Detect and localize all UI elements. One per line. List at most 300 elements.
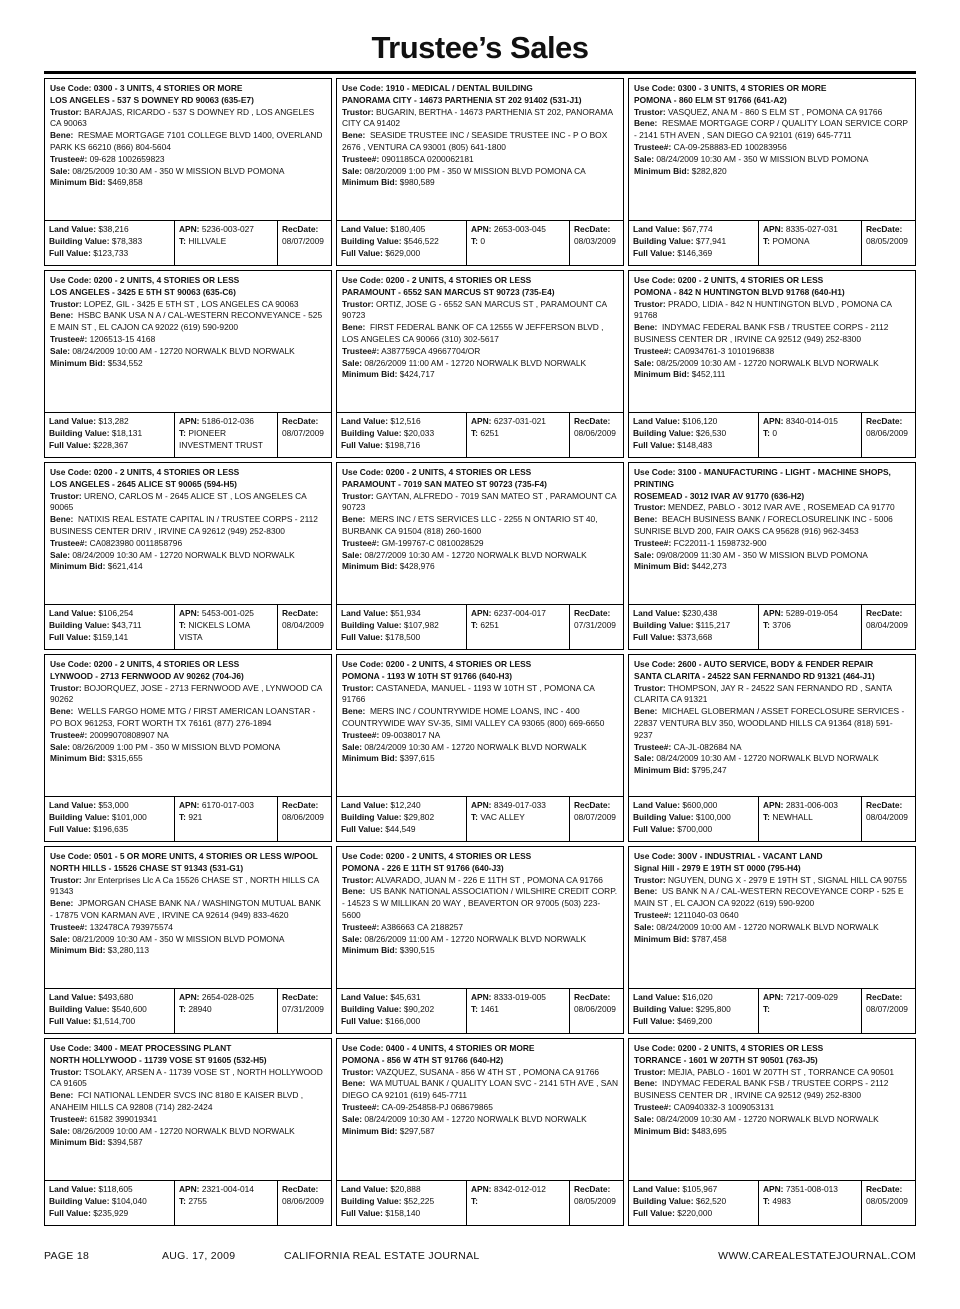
trustor-label: Trustor: bbox=[50, 106, 82, 117]
land-value-line bbox=[633, 608, 754, 620]
sale-value: 08/24/2009 10:30 AM - 12720 NORWALK BLVD NORWALK bbox=[72, 549, 295, 560]
bene-line bbox=[342, 886, 618, 921]
sale-value: 08/26/2009 10:00 AM - 12720 NORWALK BLVD NORWALK bbox=[72, 1125, 295, 1136]
apn-cell bbox=[175, 221, 278, 265]
land-value-line bbox=[341, 416, 462, 428]
land-value: $53,000 bbox=[98, 800, 129, 810]
min-bid-label: Minimum Bid: bbox=[342, 177, 398, 188]
sale-line bbox=[634, 550, 910, 562]
trustee-line bbox=[342, 154, 618, 166]
bene-label: Bene: bbox=[634, 118, 658, 129]
min-bid-label: Minimum Bid: bbox=[342, 1125, 398, 1136]
bene-value: US BANK NATIONAL ASSOCIATION / WILSHIRE CREDIT CORP. - 14523 S W MILLIKAN 20 WAY , BEAVERTON OR 97005 (503) 223-5600 bbox=[342, 886, 618, 920]
building-value-line bbox=[633, 1196, 754, 1208]
tract-label: T: bbox=[179, 811, 186, 822]
sale-value: 08/24/2009 10:00 AM - 12720 NORWALK BLVD NORWALK bbox=[72, 345, 295, 356]
recdate-cell bbox=[570, 605, 623, 649]
trustor-label: Trustor: bbox=[634, 874, 666, 885]
apn-value: 6170-017-003 bbox=[201, 800, 254, 810]
bene-line bbox=[634, 322, 910, 346]
sale-label: Sale: bbox=[50, 549, 71, 560]
building-value-label: Building Value: bbox=[633, 1195, 694, 1206]
values-table bbox=[337, 1180, 623, 1225]
use-code: Use Code: 0501 - 5 OR MORE UNITS, 4 STORIES OR LESS W/POOL bbox=[50, 851, 318, 861]
trustee-line bbox=[634, 742, 910, 754]
min-bid-label: Minimum Bid: bbox=[634, 765, 690, 776]
trustor-value: BUGARIN, BERTHA - 14673 PARTHENIA ST 202, PANORAMA CITY CA 91402 bbox=[342, 106, 613, 129]
land-value-line bbox=[633, 992, 754, 1004]
values-table bbox=[629, 412, 915, 457]
bene-value: WA MUTUAL BANK / QUALITY LOAN SVC - 2141 5TH AVE , SAN DIEGO CA 92101 (619) 645-7711 bbox=[342, 1078, 619, 1101]
apn-label: APN: bbox=[763, 416, 784, 426]
values-cell bbox=[337, 797, 467, 841]
land-value: $600,000 bbox=[682, 800, 718, 810]
land-value-label: Land Value: bbox=[341, 800, 389, 810]
tract-value: HILLVALE bbox=[188, 235, 227, 246]
trustor-line bbox=[634, 683, 910, 707]
full-value-label: Full Value: bbox=[49, 823, 91, 834]
min-bid-value: $297,587 bbox=[399, 1125, 435, 1136]
sale-line bbox=[634, 753, 910, 765]
trustee-value: CA-09-258883-ED 100283956 bbox=[673, 141, 787, 152]
bene-line bbox=[50, 310, 326, 334]
full-value: $469,200 bbox=[677, 1015, 713, 1026]
apn-line bbox=[471, 1184, 565, 1196]
building-value-line bbox=[633, 236, 754, 248]
bene-label: Bene: bbox=[342, 706, 366, 717]
trustor-label: Trustor: bbox=[342, 490, 374, 501]
building-value: $104,040 bbox=[111, 1195, 147, 1206]
land-value-label: Land Value: bbox=[49, 800, 97, 810]
recdate-cell bbox=[278, 1181, 331, 1225]
footer-website: WWW.CAREALESTATEJOURNAL.COM bbox=[718, 1250, 916, 1262]
listing-card bbox=[628, 846, 916, 1034]
sale-line bbox=[342, 358, 618, 370]
trustor-value: ORTIZ, JOSE G - 6552 SAN MARCUS ST , PARAMOUNT CA 90723 bbox=[342, 298, 607, 321]
full-value-line bbox=[633, 1208, 754, 1220]
land-value-label: Land Value: bbox=[633, 1184, 681, 1194]
min-bid-label: Minimum Bid: bbox=[50, 1137, 106, 1148]
sale-value: 08/25/2009 10:30 AM - 350 W MISSION BLVD POMONA bbox=[72, 165, 285, 176]
trustor-line bbox=[50, 1067, 326, 1091]
sale-value: 08/24/2009 10:30 AM - 350 W MISSION BLVD POMONA bbox=[656, 153, 869, 164]
full-value-label: Full Value: bbox=[341, 1207, 383, 1218]
sale-label: Sale: bbox=[342, 933, 363, 944]
sale-label: Sale: bbox=[634, 1113, 655, 1124]
min-bid-value: $394,587 bbox=[107, 1137, 143, 1148]
land-value-label: Land Value: bbox=[341, 416, 389, 426]
full-value-label: Full Value: bbox=[633, 1207, 675, 1218]
values-table bbox=[45, 412, 331, 457]
apn-label: APN: bbox=[763, 800, 784, 810]
tract-label: T: bbox=[763, 1003, 770, 1014]
values-table bbox=[629, 1180, 915, 1225]
trustee-label: Trustee#: bbox=[50, 729, 88, 740]
land-value-label: Land Value: bbox=[633, 800, 681, 810]
tract-value: 0 bbox=[772, 427, 777, 438]
bene-line bbox=[50, 706, 326, 730]
property-address: POMONA - 1193 W 10TH ST 91766 (640-H3) bbox=[342, 670, 513, 681]
trustee-line bbox=[634, 346, 910, 358]
sale-line bbox=[634, 154, 910, 166]
values-table bbox=[337, 796, 623, 841]
values-table bbox=[337, 220, 623, 265]
listings-grid bbox=[44, 78, 916, 1226]
min-bid-line bbox=[634, 934, 910, 946]
full-value-line bbox=[49, 1208, 170, 1220]
trustee-value: CA-JL-082684 NA bbox=[673, 741, 742, 752]
tract-label: T: bbox=[763, 427, 770, 438]
bene-label: Bene: bbox=[634, 322, 658, 333]
full-value-line bbox=[49, 1016, 170, 1028]
recdate-value: 07/31/2009 bbox=[282, 1003, 324, 1014]
full-value: $1,514,700 bbox=[93, 1015, 136, 1026]
full-value-line bbox=[49, 632, 170, 644]
building-value: $540,600 bbox=[111, 1003, 147, 1014]
min-bid-label: Minimum Bid: bbox=[634, 369, 690, 380]
trustor-value: LOPEZ, GIL - 3425 E 5TH ST , LOS ANGELES CA 90063 bbox=[83, 298, 299, 309]
tract-line bbox=[763, 1004, 857, 1016]
min-bid-value: $424,717 bbox=[399, 369, 435, 380]
trustor-value: VASQUEZ, ANA M - 860 S ELM ST , POMONA CA 91766 bbox=[667, 106, 883, 117]
sale-value: 08/26/2009 11:00 AM - 12720 NORWALK BLVD NORWALK bbox=[364, 357, 587, 368]
recdate-cell bbox=[278, 989, 331, 1033]
values-cell bbox=[629, 413, 759, 457]
apn-label: APN: bbox=[471, 416, 492, 426]
building-value: $100,000 bbox=[695, 811, 731, 822]
land-value-line bbox=[633, 416, 754, 428]
full-value: $166,000 bbox=[385, 1015, 421, 1026]
property-address: POMONA - 842 N HUNTINGTON BLVD 91768 (640-H1) bbox=[634, 286, 845, 297]
tract-label: T: bbox=[471, 427, 478, 438]
trustor-value: BARAJAS, RICARDO - 537 S DOWNEY RD , LOS ANGELES CA 90063 bbox=[50, 106, 315, 129]
sale-value: 08/24/2009 10:30 AM - 12720 NORWALK BLVD NORWALK bbox=[656, 1113, 879, 1124]
sale-value: 08/24/2009 10:00 AM - 12720 NORWALK BLVD NORWALK bbox=[656, 921, 879, 932]
bene-line bbox=[634, 706, 910, 741]
values-cell bbox=[629, 1181, 759, 1225]
recdate-label: RecDate: bbox=[574, 992, 611, 1002]
trustor-line bbox=[50, 491, 326, 515]
recdate-value: 08/07/2009 bbox=[282, 427, 324, 438]
min-bid-value: $621,414 bbox=[107, 561, 143, 572]
full-value: $158,140 bbox=[385, 1207, 421, 1218]
land-value: $67,774 bbox=[682, 224, 713, 234]
recdate-value: 08/05/2009 bbox=[866, 1195, 908, 1206]
recdate-cell bbox=[570, 413, 623, 457]
apn-label: APN: bbox=[179, 992, 200, 1002]
apn-value: 8335-027-031 bbox=[785, 224, 838, 234]
land-value: $51,934 bbox=[390, 608, 421, 618]
values-table bbox=[629, 604, 915, 649]
building-value-label: Building Value: bbox=[341, 235, 402, 246]
trustee-value: 20099070808907 NA bbox=[89, 729, 169, 740]
sale-value: 08/24/2009 10:30 AM - 12720 NORWALK BLVD NORWALK bbox=[364, 1113, 587, 1124]
listing-card bbox=[44, 270, 332, 458]
bene-label: Bene: bbox=[50, 898, 74, 909]
trustor-value: CASTANEDA, MANUEL - 1193 W 10TH ST , POMONA CA 91766 bbox=[342, 682, 595, 705]
trustee-line bbox=[50, 922, 326, 934]
trustor-line bbox=[50, 875, 326, 899]
full-value-label: Full Value: bbox=[633, 1015, 675, 1026]
sale-value: 08/20/2009 1:00 PM - 350 W MISSION BLVD POMONA CA bbox=[364, 165, 586, 176]
listing-card bbox=[336, 78, 624, 266]
property-address: POMONA - 226 E 11TH ST 91766 (640-J3) bbox=[342, 862, 504, 873]
full-value-label: Full Value: bbox=[341, 247, 383, 258]
recdate-value: 08/06/2009 bbox=[574, 427, 616, 438]
building-value-line bbox=[49, 812, 170, 824]
tract-label: T: bbox=[179, 427, 186, 438]
min-bid-label: Minimum Bid: bbox=[50, 177, 106, 188]
recdate-value: 07/31/2009 bbox=[574, 619, 616, 630]
tract-line bbox=[763, 812, 857, 824]
values-table bbox=[45, 796, 331, 841]
tract-label: T: bbox=[471, 1195, 478, 1206]
trustor-value: THOMPSON, JAY R - 24522 SAN FERNANDO RD , SANTA CLARITA CA 91321 bbox=[634, 682, 892, 705]
building-value-label: Building Value: bbox=[49, 427, 110, 438]
building-value-label: Building Value: bbox=[341, 427, 402, 438]
building-value-label: Building Value: bbox=[49, 1195, 110, 1206]
recdate-value: 08/07/2009 bbox=[866, 1003, 908, 1014]
apn-line bbox=[471, 800, 565, 812]
apn-label: APN: bbox=[471, 608, 492, 618]
tract-label: T: bbox=[179, 1003, 186, 1014]
title-rule bbox=[44, 71, 916, 74]
min-bid-line bbox=[342, 753, 618, 765]
apn-label: APN: bbox=[179, 224, 200, 234]
trustor-label: Trustor: bbox=[342, 682, 374, 693]
apn-line bbox=[179, 992, 273, 1004]
full-value-label: Full Value: bbox=[633, 631, 675, 642]
values-cell bbox=[45, 221, 175, 265]
full-value: $700,000 bbox=[677, 823, 713, 834]
property-address: PARAMOUNT - 6552 SAN MARCUS ST 90723 (735-E4) bbox=[342, 286, 555, 297]
tract-line bbox=[179, 428, 273, 452]
building-value: $295,800 bbox=[695, 1003, 731, 1014]
property-address: PANORAMA CITY - 14673 PARTHENIA ST 202 91402 (531-J1) bbox=[342, 94, 582, 105]
apn-value: 8342-012-012 bbox=[493, 1184, 546, 1194]
trustee-label: Trustee#: bbox=[342, 153, 380, 164]
footer-page-number: PAGE 18 bbox=[44, 1250, 90, 1262]
trustee-value: 132478CA 793975574 bbox=[89, 921, 173, 932]
min-bid-value: $483,695 bbox=[691, 1125, 727, 1136]
land-value-label: Land Value: bbox=[341, 608, 389, 618]
bene-label: Bene: bbox=[342, 322, 366, 333]
bene-label: Bene: bbox=[342, 886, 366, 897]
values-cell bbox=[45, 989, 175, 1033]
bene-line bbox=[634, 886, 910, 910]
tract-line bbox=[179, 1196, 273, 1208]
sale-value: 08/24/2009 10:30 AM - 12720 NORWALK BLVD NORWALK bbox=[364, 741, 587, 752]
values-cell bbox=[629, 989, 759, 1033]
sale-line bbox=[342, 550, 618, 562]
apn-label: APN: bbox=[179, 608, 200, 618]
tract-value: 4983 bbox=[772, 1195, 791, 1206]
apn-label: APN: bbox=[179, 416, 200, 426]
apn-label: APN: bbox=[179, 1184, 200, 1194]
bene-line bbox=[634, 1078, 910, 1102]
values-cell bbox=[337, 1181, 467, 1225]
use-code: Use Code: 300V - INDUSTRIAL - VACANT LAND bbox=[634, 851, 823, 861]
sale-label: Sale: bbox=[50, 165, 71, 176]
property-address: TORRANCE - 1601 W 207TH ST 90501 (763-J5) bbox=[634, 1054, 818, 1065]
trustee-value: 1206513-15 4168 bbox=[89, 333, 156, 344]
apn-cell bbox=[759, 797, 862, 841]
trustee-value: CA0940332-3 1009053131 bbox=[673, 1101, 775, 1112]
full-value: $159,141 bbox=[93, 631, 129, 642]
apn-value: 5453-001-025 bbox=[201, 608, 254, 618]
trustor-line bbox=[342, 107, 618, 131]
property-address: PARAMOUNT - 7019 SAN MATEO ST 90723 (735-F4) bbox=[342, 478, 547, 489]
apn-cell bbox=[759, 413, 862, 457]
tract-line bbox=[179, 620, 273, 644]
min-bid-value: $787,458 bbox=[691, 933, 727, 944]
recdate-label: RecDate: bbox=[866, 224, 903, 234]
bene-value: WELLS FARGO HOME MTG / FIRST AMERICAN LOANSTAR - PO BOX 961253, FORT WORTH TX 76161 (877) 276-1894 bbox=[50, 706, 316, 728]
apn-line bbox=[471, 992, 565, 1004]
land-value: $13,282 bbox=[98, 416, 129, 426]
trustee-label: Trustee#: bbox=[634, 1101, 672, 1112]
land-value: $105,967 bbox=[682, 1184, 718, 1194]
sale-line bbox=[634, 358, 910, 370]
trustee-line bbox=[50, 730, 326, 742]
land-value-label: Land Value: bbox=[341, 1184, 389, 1194]
values-table bbox=[45, 1180, 331, 1225]
bene-value: JPMORGAN CHASE BANK NA / WASHINGTON MUTUAL BANK - 17875 VON KARMAN AVE , IRVINE CA 92614 (949) 833-4620 bbox=[50, 898, 322, 920]
land-value-line bbox=[633, 1184, 754, 1196]
bene-label: Bene: bbox=[342, 514, 366, 525]
recdate-cell bbox=[278, 221, 331, 265]
sale-value: 08/24/2009 10:30 AM - 12720 NORWALK BLVD NORWALK bbox=[656, 753, 879, 764]
recdate-label: RecDate: bbox=[866, 608, 903, 618]
sale-line bbox=[342, 934, 618, 946]
bene-value: MICHAEL GLOBERMAN / ASSET FORECLOSURE SERVICES - 22837 VENTURA BLV 350, WOODLAND HILLS CA 91364 (818) 591-9237 bbox=[634, 706, 905, 740]
bene-value: HSBC BANK USA N A / CAL-WESTERN RECONVEYANCE - 525 E MAIN ST , EL CAJON CA 92022 (619) 590-9200 bbox=[50, 310, 323, 333]
building-value-label: Building Value: bbox=[341, 1003, 402, 1014]
min-bid-line bbox=[342, 369, 618, 381]
bene-label: Bene: bbox=[50, 514, 74, 525]
use-code: Use Code: 0200 - 2 UNITS, 4 STORIES OR LESS bbox=[634, 1043, 824, 1053]
trustee-line bbox=[634, 1102, 910, 1114]
min-bid-value: $282,820 bbox=[691, 165, 727, 176]
apn-label: APN: bbox=[179, 800, 200, 810]
land-value-line bbox=[341, 224, 462, 236]
apn-label: APN: bbox=[471, 992, 492, 1002]
apn-cell bbox=[467, 1181, 570, 1225]
sale-value: 08/25/2009 10:30 AM - 12720 NORWALK BLVD NORWALK bbox=[656, 357, 879, 368]
apn-label: APN: bbox=[763, 992, 784, 1002]
apn-cell bbox=[467, 797, 570, 841]
min-bid-label: Minimum Bid: bbox=[50, 357, 106, 368]
tract-line bbox=[471, 428, 565, 440]
recdate-value: 08/05/2009 bbox=[574, 1195, 616, 1206]
trustor-line bbox=[50, 299, 326, 311]
tract-value: 3706 bbox=[772, 619, 791, 630]
land-value: $106,120 bbox=[682, 416, 718, 426]
min-bid-label: Minimum Bid: bbox=[50, 753, 106, 764]
min-bid-label: Minimum Bid: bbox=[342, 753, 398, 764]
land-value-line bbox=[49, 224, 170, 236]
recdate-label: RecDate: bbox=[866, 416, 903, 426]
apn-value: 5236-003-027 bbox=[201, 224, 254, 234]
apn-cell bbox=[759, 221, 862, 265]
building-value-line bbox=[633, 428, 754, 440]
sale-label: Sale: bbox=[50, 345, 71, 356]
bene-value: NATIXIS REAL ESTATE CAPITAL IN / TRUSTEE CORPS - 2112 BUSINESS CENTER DRIV , IRVINE CA 92612 (949) 252-8300 bbox=[50, 514, 318, 536]
trustor-line bbox=[342, 1067, 618, 1079]
full-value-label: Full Value: bbox=[341, 631, 383, 642]
trustee-label: Trustee#: bbox=[634, 345, 672, 356]
min-bid-line bbox=[634, 369, 910, 381]
trustor-line bbox=[342, 299, 618, 323]
apn-line bbox=[763, 800, 857, 812]
listing-card bbox=[44, 1038, 332, 1226]
recdate-label: RecDate: bbox=[866, 1184, 903, 1194]
min-bid-line bbox=[342, 177, 618, 189]
trustee-value: CA-09-254858-PJ 068679865 bbox=[381, 1101, 493, 1112]
trustee-label: Trustee#: bbox=[50, 921, 88, 932]
sale-value: 08/21/2009 10:30 AM - 350 W MISSION BLVD POMONA bbox=[72, 933, 285, 944]
recdate-cell bbox=[570, 989, 623, 1033]
listing-card bbox=[628, 462, 916, 650]
trustor-line bbox=[342, 683, 618, 707]
listing-card bbox=[336, 1038, 624, 1226]
trustee-value: CA0934761-3 1010196838 bbox=[673, 345, 775, 356]
apn-value: 5289-019-054 bbox=[785, 608, 838, 618]
bene-line bbox=[50, 1090, 326, 1114]
trustee-value: 1211040-03 0640 bbox=[673, 909, 739, 920]
min-bid-line bbox=[50, 1137, 326, 1149]
trustor-label: Trustor: bbox=[50, 1066, 82, 1077]
apn-line bbox=[763, 992, 857, 1004]
apn-label: APN: bbox=[471, 800, 492, 810]
land-value-line bbox=[49, 992, 170, 1004]
trustee-label: Trustee#: bbox=[342, 537, 380, 548]
apn-cell bbox=[175, 1181, 278, 1225]
bene-label: Bene: bbox=[342, 1078, 366, 1089]
min-bid-label: Minimum Bid: bbox=[634, 165, 690, 176]
bene-line bbox=[634, 118, 910, 142]
land-value-line bbox=[341, 992, 462, 1004]
tract-line bbox=[179, 1004, 273, 1016]
full-value: $123,733 bbox=[93, 247, 129, 258]
bene-label: Bene: bbox=[50, 1090, 74, 1101]
full-value: $629,000 bbox=[385, 247, 421, 258]
values-cell bbox=[629, 605, 759, 649]
tract-value: 2755 bbox=[188, 1195, 207, 1206]
tract-label: T: bbox=[471, 811, 478, 822]
trustee-value: 0901185CA 0200062181 bbox=[381, 153, 474, 164]
recdate-label: RecDate: bbox=[282, 224, 319, 234]
trustor-line bbox=[634, 875, 910, 887]
use-code: Use Code: 0200 - 2 UNITS, 4 STORIES OR LESS bbox=[50, 467, 240, 477]
bene-line bbox=[50, 898, 326, 922]
land-value-label: Land Value: bbox=[341, 992, 389, 1002]
full-value: $146,369 bbox=[677, 247, 713, 258]
full-value-label: Full Value: bbox=[633, 823, 675, 834]
recdate-label: RecDate: bbox=[574, 224, 611, 234]
bene-line bbox=[50, 130, 326, 154]
min-bid-line bbox=[634, 561, 910, 573]
values-table bbox=[45, 220, 331, 265]
apn-line bbox=[471, 224, 565, 236]
land-value-label: Land Value: bbox=[633, 416, 681, 426]
trustor-value: VAZQUEZ, SUSANA - 856 W 4TH ST , POMONA CA 91766 bbox=[375, 1066, 600, 1077]
values-table bbox=[629, 220, 915, 265]
property-address: ROSEMEAD - 3012 IVAR AV 91770 (636-H2) bbox=[634, 490, 805, 501]
building-value: $52,225 bbox=[403, 1195, 435, 1206]
min-bid-line bbox=[342, 561, 618, 573]
recdate-cell bbox=[570, 1181, 623, 1225]
